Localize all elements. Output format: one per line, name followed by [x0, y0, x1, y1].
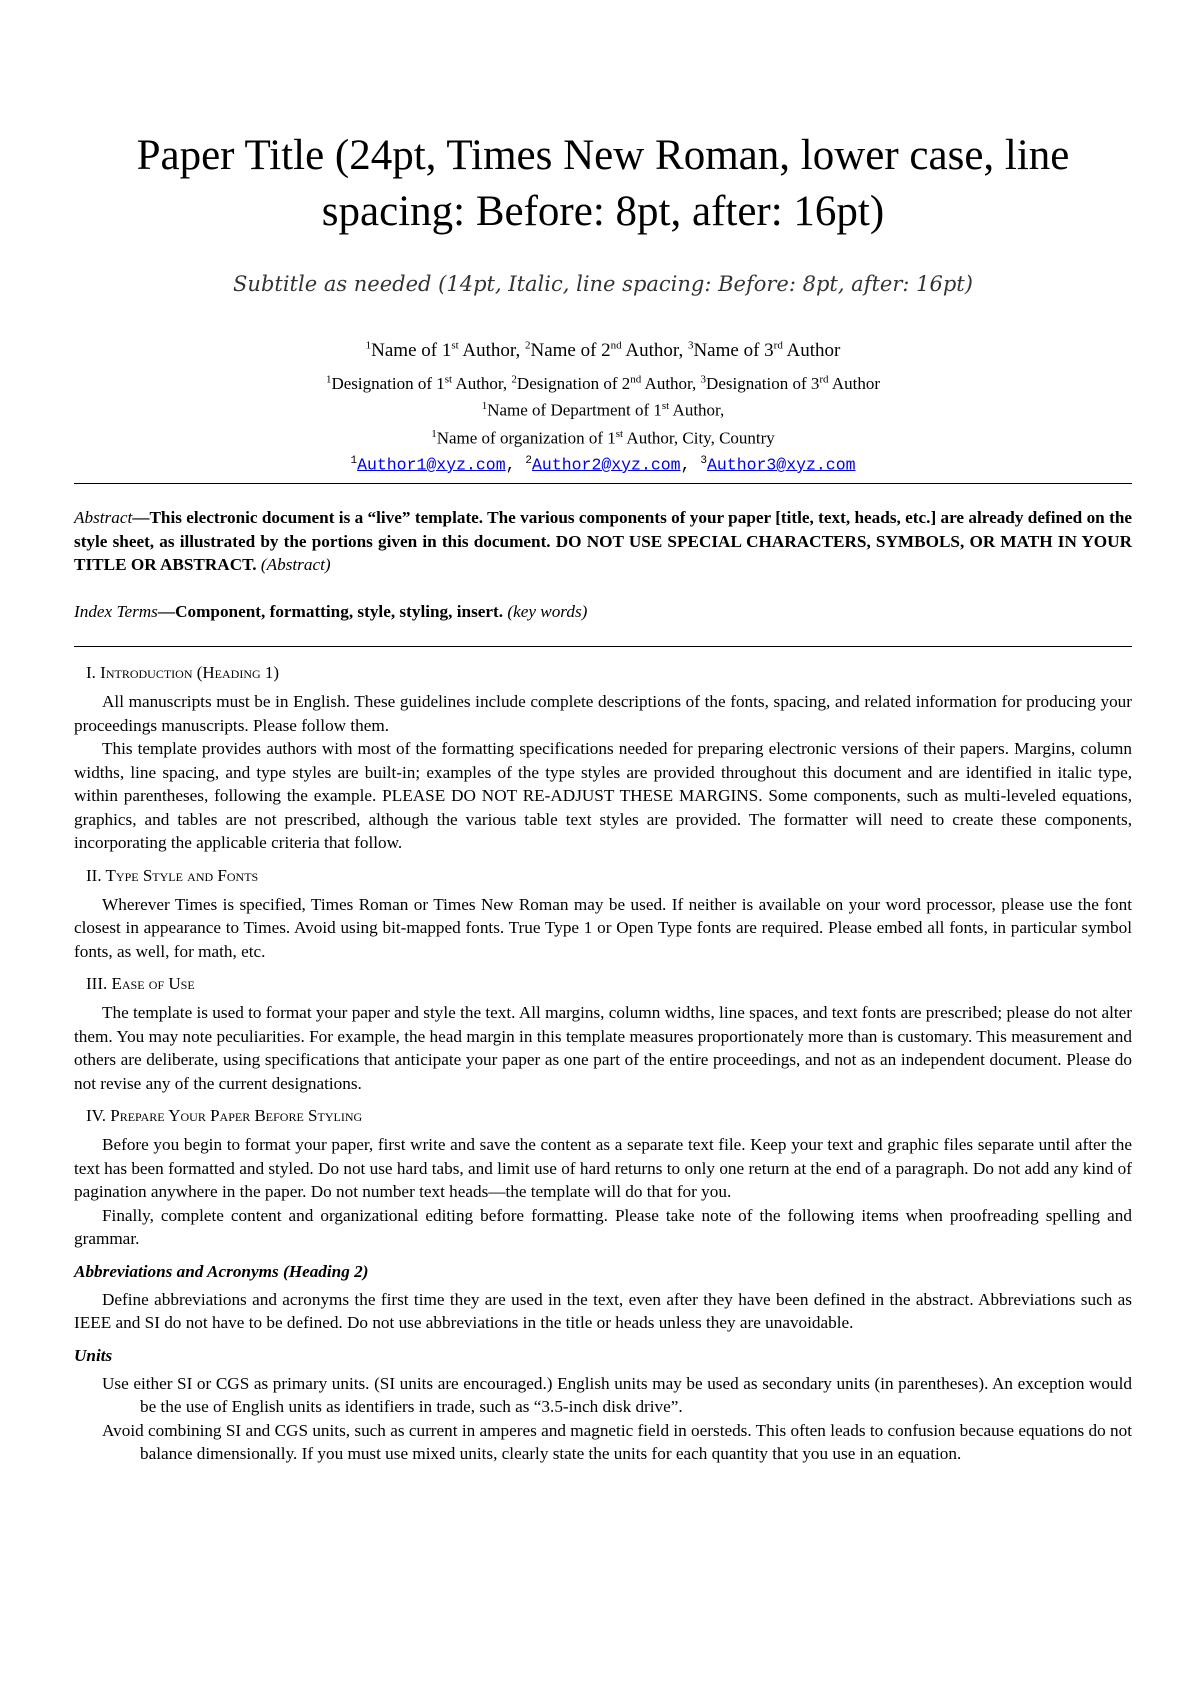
paragraph: The template is used to format your paper and style the text. All margins, column widths, line spaces, and text fonts are prescribed; please do not alter them. You may note peculiarities. For example, the head margin in this template measures proportionately more than is customary. This measurement and others are deliberate, using specifications that anticipate your paper as one part of the entire proceedings, and not as an independent document. Please do not revise any of the current designations.: [74, 1003, 1132, 1093]
divider-top: [74, 483, 1132, 484]
list-item: Avoid combining SI and CGS units, such as current in amperes and magnetic field in oersteds. This often leads to confusion because equations do not balance dimensionally. If you must use mixed units, clearly state the units for each quantity that you use in an equation.: [102, 1420, 1132, 1463]
paragraph: Finally, complete content and organizational editing before formatting. Please take note of the following items when proofreading spelling and grammar.: [74, 1205, 1132, 1248]
paragraph: Before you begin to format your paper, first write and save the content as a separate text file. Keep your text and graphic files separate until after the text has been formatted and styled. Do not use hard tabs, and limit use of hard returns to only one return at the end of a paragraph. Do not add any kind of pagination anywhere in the paper. Do not number text heads—the template will do that for you.: [74, 1135, 1132, 1201]
paragraph: Wherever Times is specified, Times Roman or Times New Roman may be used. If neither is available on your word processor, please use the font closest in appearance to Times. Avoid using bit-mapped fonts. True Type 1 or Open Type fonts are required. Please embed all fonts, in particular symbol fonts, as well, for math, etc.: [74, 894, 1132, 961]
author-1: $^1$Name of 1st Author,: [365, 340, 525, 362]
heading-ease-of-use: III. Ease of Use: [86, 974, 195, 993]
list-item: Use either SI or CGS as primary units. (SI units are encouraged.) English units may be used as secondary units (in parentheses). An exception would be the use of English units as identifiers in trade, such as “3.5-inch disk drive”.: [102, 1373, 1132, 1416]
affiliations: [74, 368, 1132, 477]
abstract: Abstract—This electronic document is a “live” template. The various components of your paper [title, text, heads, etc.] are already defined on the style sheet, as illustrated by the portions given in this document. DO NOT USE SPECIAL CHARACTERS, SYMBOLS, OR MATH IN YOUR TITLE OR ABSTRACT. (Abstract): [74, 508, 1132, 574]
designation-line: $^1$Designation of 1st Author, $^2$Designation of 2nd Author, $^3$Designation of 3rd Author: [325, 373, 881, 393]
paper-title: Paper Title (24pt, Times New Roman, lower case, line spacing: Before: 8pt, after: 16pt): [136, 132, 1070, 235]
heading-prepare: IV. Prepare Your Paper Before Styling: [86, 1106, 363, 1125]
index-terms-note: (key words): [507, 602, 588, 621]
author-list: [74, 334, 1132, 363]
paragraph: This template provides authors with most of the formatting specifications needed for preparing electronic versions of their papers. Margins, column widths, line spacing, and type styles are built-in; examples of the type styles are provided throughout this document and are identified in italic type, within parentheses, following the example. PLEASE DO NOT RE-ADJUST THESE MARGINS. Some components, such as multi-leveled equations, graphics, and tables are not prescribed, although the various table text styles are provided. The formatter will need to create these components, incorporating the applicable criteria that follow.: [74, 739, 1132, 852]
abstract-text: This electronic document is a “live” template. The various components of your paper [title, text, heads, etc.] are already defined on the style sheet, as illustrated by the portions given in this document. DO NOT USE SPECIAL CHARACTERS, SYMBOLS, OR MATH IN YOUR TITLE OR ABSTRACT.: [74, 508, 1132, 574]
heading-units: Units: [74, 1345, 113, 1365]
organization-line: $^1$Name of organization of 1st Author, City, Country: [431, 427, 775, 448]
email-link-1[interactable]: Author1@xyz.com: [357, 455, 506, 475]
index-terms-text: Component, formatting, style, styling, insert.: [175, 602, 504, 621]
author-3: $^3$Name of 3rd Author: [687, 340, 841, 362]
divider-bottom: [74, 646, 1132, 647]
heading-abbreviations: Abbreviations and Acronyms (Heading 2): [74, 1261, 369, 1281]
paper-body: [74, 661, 1132, 1466]
heading-introduction: I. Introduction (Heading 1): [86, 663, 280, 682]
paragraph: Define abbreviations and acronyms the first time they are used in the text, even after they have been defined in the abstract. Abbreviations such as IEEE and SI do not have to be defined. Do not use abbreviations in the title or heads unless they are unavoidable.: [74, 1289, 1132, 1332]
abstract-note: (Abstract): [260, 555, 331, 574]
email-link-3[interactable]: Author3@xyz.com: [706, 455, 856, 475]
index-terms: Index Terms—Component, formatting, style, styling, insert. (key words): [74, 602, 588, 621]
department-line: $^1$Name of Department of 1st Author,: [481, 400, 725, 420]
index-terms-label: Index Terms: [74, 602, 158, 621]
email-link-2[interactable]: Author2@xyz.com: [532, 455, 681, 475]
author-2: $^2$Name of 2nd Author,: [524, 340, 688, 362]
heading-type-style: II. Type Style and Fonts: [86, 865, 259, 885]
email-line: $^1$Author1@xyz.com, $^2$Author2@xyz.com, $^3$Author3@xyz.com: [350, 454, 856, 475]
paper-subtitle: Subtitle as needed (14pt, Italic, line spacing: Before: 8pt, after: 16pt): [233, 272, 973, 296]
paragraph: All manuscripts must be in English. These guidelines include complete descriptions of the fonts, spacing, and related information for producing your proceedings manuscripts. Please follow them.: [74, 692, 1132, 735]
abstract-label: Abstract: [74, 508, 133, 527]
